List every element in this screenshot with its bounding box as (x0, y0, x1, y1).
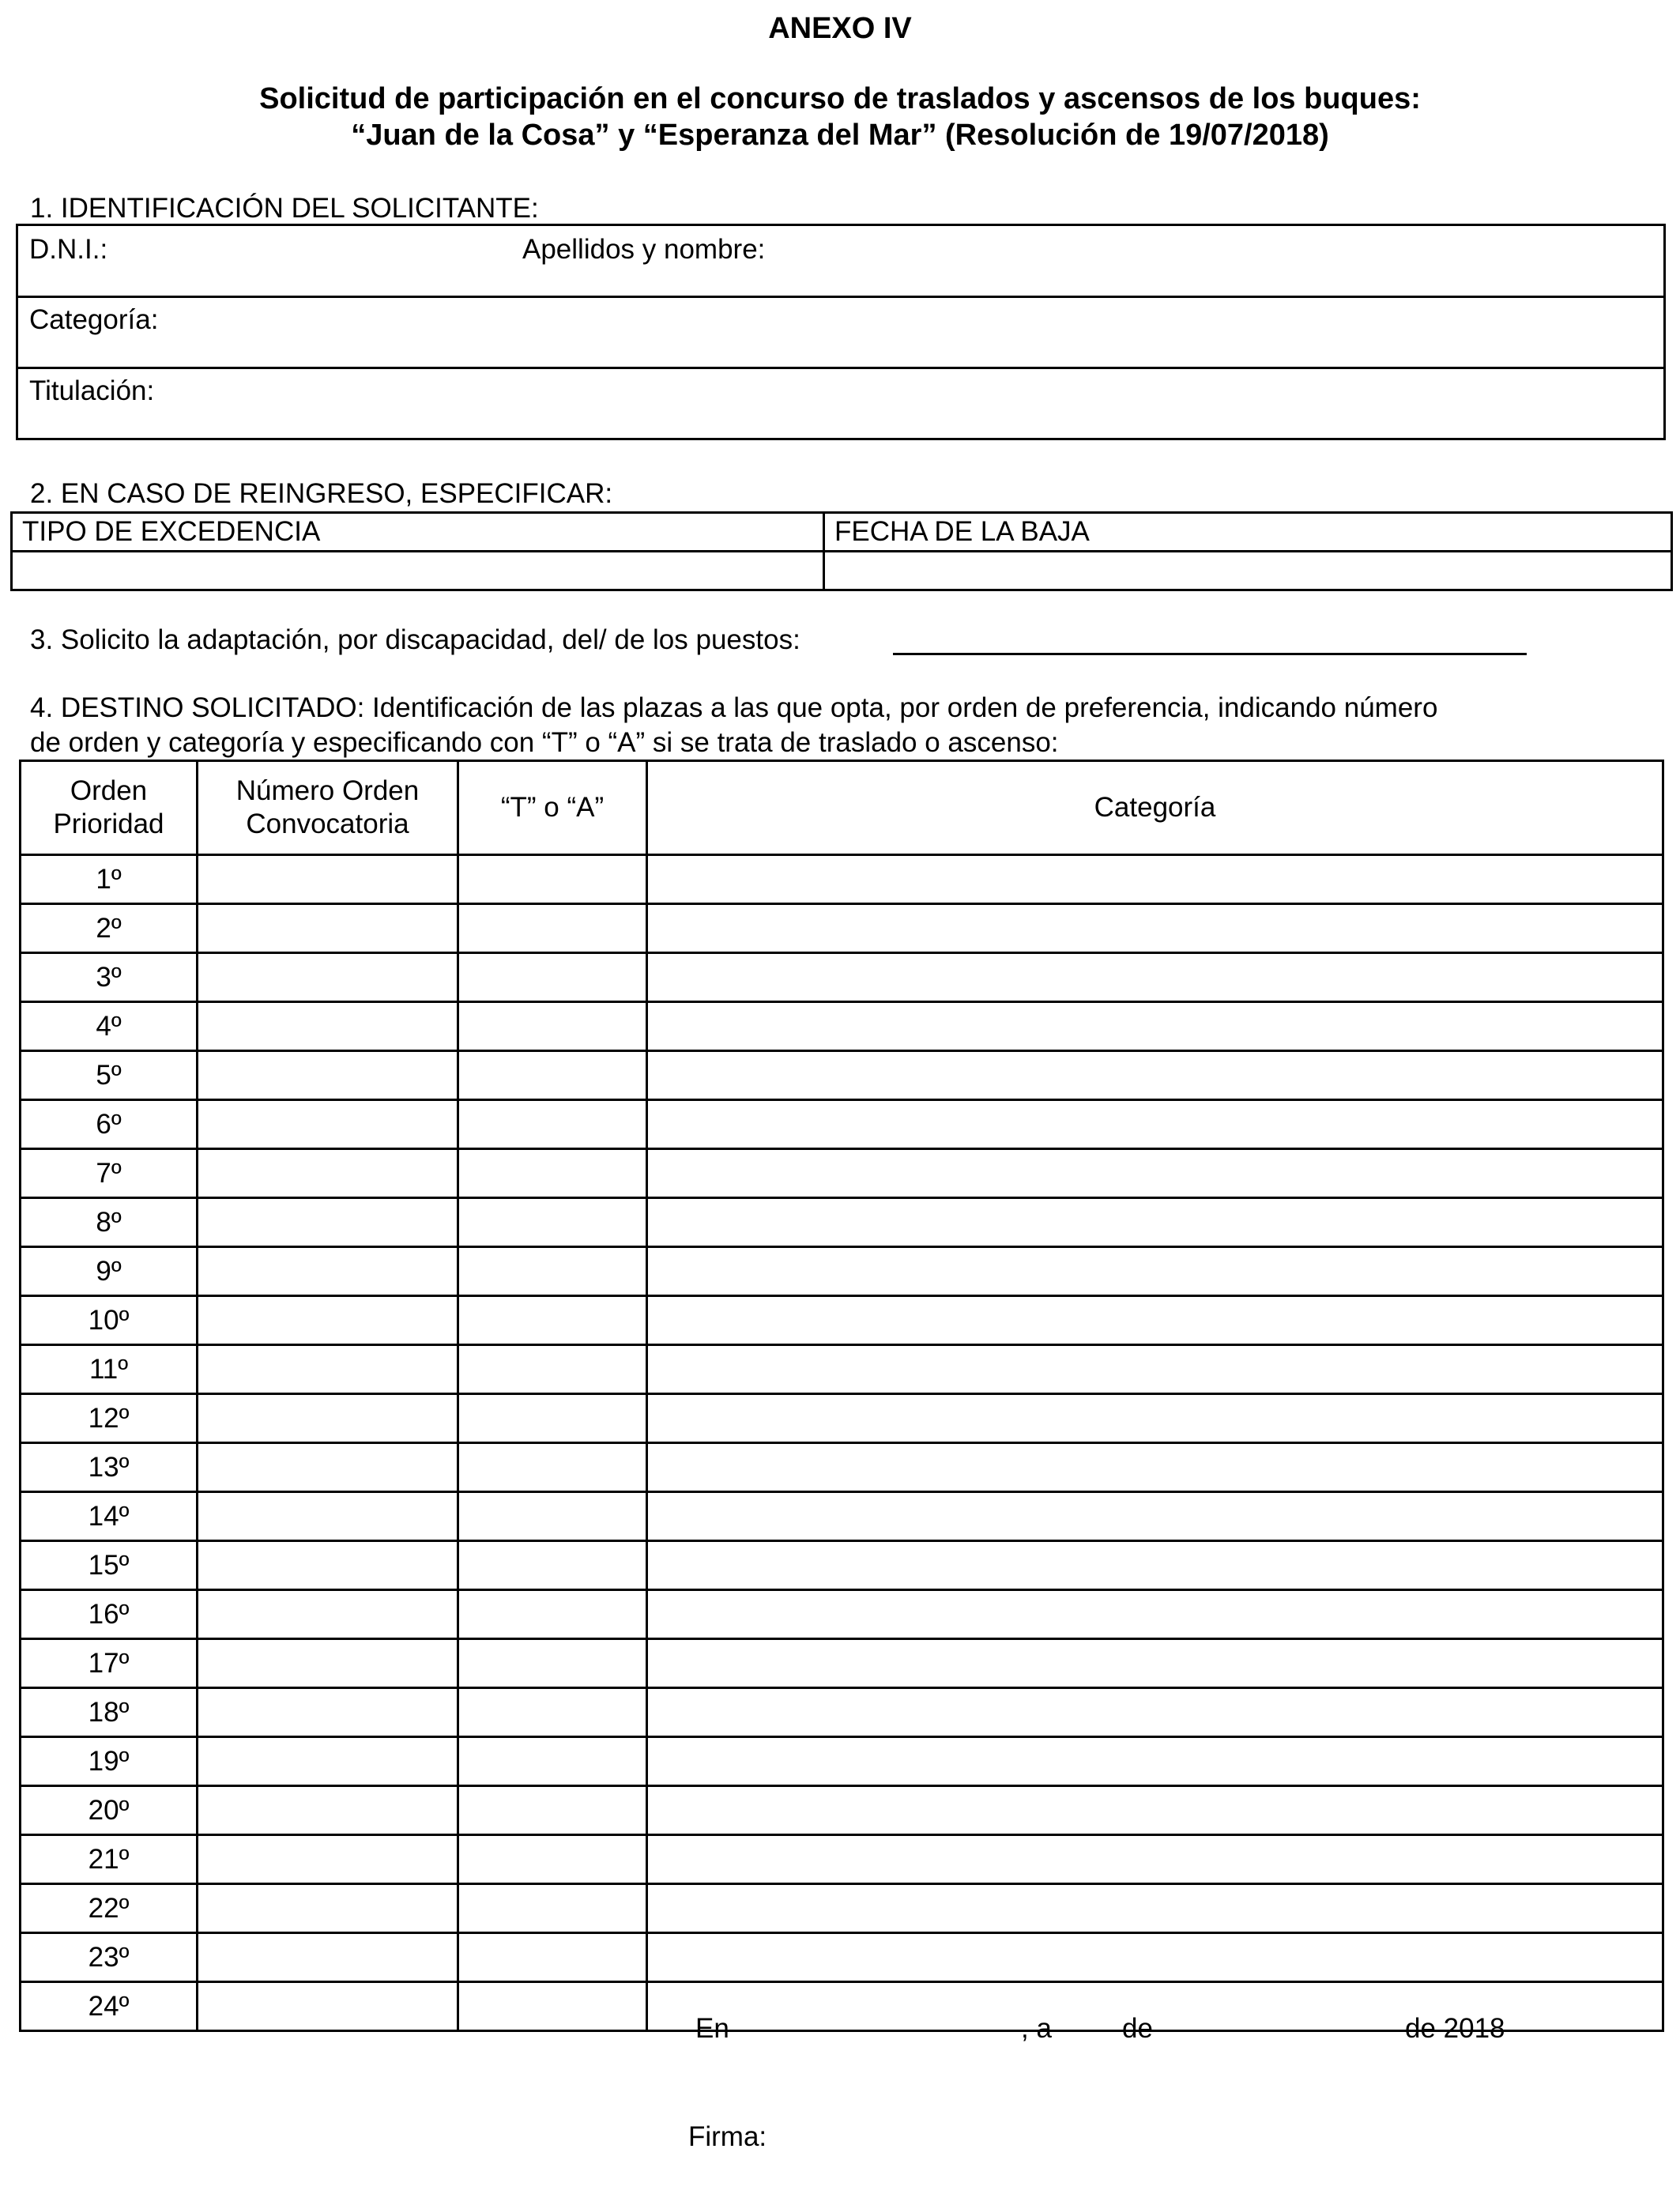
destination-row (21, 1786, 1663, 1835)
call-number-header-line1: Número Orden (235, 775, 420, 806)
destination-header-row (21, 761, 1663, 855)
transfer-promotion-cell (458, 1688, 647, 1737)
call-number-cell (198, 1100, 458, 1149)
category-row (16, 296, 1666, 369)
call-number-cell (198, 1639, 458, 1688)
transfer-promotion-cell (458, 1345, 647, 1394)
place-label: En (695, 2013, 729, 2044)
reentry-header-row (12, 513, 1672, 552)
category-label: Categoría: (29, 304, 159, 335)
call-number-cell (198, 1198, 458, 1247)
call-number-cell (198, 1541, 458, 1590)
call-number-cell (198, 1051, 458, 1100)
category-cell (647, 1051, 1663, 1100)
call-number-cell (198, 953, 458, 1002)
call-number-cell (198, 1394, 458, 1443)
transfer-promotion-cell (458, 904, 647, 953)
priority-order-cell: 17º (21, 1639, 198, 1688)
destination-row (21, 855, 1663, 904)
name-label: Apellidos y nombre: (522, 234, 766, 265)
priority-order-cell: 1º (21, 855, 198, 904)
priority-order-cell: 12º (21, 1394, 198, 1443)
destination-row (21, 1051, 1663, 1100)
transfer-promotion-cell (458, 1786, 647, 1835)
category-cell (647, 1639, 1663, 1688)
reentry-input-row (12, 552, 1672, 590)
call-number-cell (198, 1884, 458, 1933)
destination-row (21, 1002, 1663, 1051)
category-cell (647, 1737, 1663, 1786)
transfer-promotion-cell (458, 855, 647, 904)
priority-order-cell: 11º (21, 1345, 198, 1394)
category-cell (647, 1198, 1663, 1247)
category-cell (647, 1688, 1663, 1737)
signature-label: Firma: (688, 2121, 767, 2152)
category-cell (647, 1982, 1663, 2031)
reentry-table (10, 511, 1673, 591)
leave-type-header: TIPO DE EXCEDENCIA (12, 513, 824, 552)
call-number-cell (198, 1590, 458, 1639)
transfer-promotion-cell (458, 1590, 647, 1639)
destination-row (21, 1737, 1663, 1786)
dni-label: D.N.I.: (29, 234, 108, 265)
priority-order-cell: 19º (21, 1737, 198, 1786)
priority-order-cell: 18º (21, 1688, 198, 1737)
destination-row (21, 953, 1663, 1002)
call-number-cell (198, 1933, 458, 1982)
destination-row (21, 904, 1663, 953)
destination-row (21, 1443, 1663, 1492)
call-number-cell (198, 1296, 458, 1345)
category-cell (647, 1835, 1663, 1884)
priority-order-cell: 8º (21, 1198, 198, 1247)
year-label: de 2018 (1405, 2013, 1505, 2044)
destination-row (21, 1541, 1663, 1590)
section3-text: 3. Solicito la adaptación, por discapacidad, del/ de los puestos: (30, 624, 800, 655)
leave-type-cell (12, 552, 824, 590)
call-number-header-line2: Convocatoria (246, 809, 409, 839)
priority-order-cell: 6º (21, 1100, 198, 1149)
degree-row (16, 367, 1666, 440)
destination-row (21, 1345, 1663, 1394)
call-number-cell (198, 1247, 458, 1296)
category-cell (647, 1884, 1663, 1933)
section4-text-line1: 4. DESTINO SOLICITADO: Identificación de las plazas a las que opta, por orden de preferencia, indicando número (30, 692, 1438, 723)
transfer-promotion-cell (458, 1737, 647, 1786)
category-cell (647, 953, 1663, 1002)
priority-order-header-line1: Orden (70, 775, 148, 806)
call-number-cell (198, 1149, 458, 1198)
priority-order-cell: 7º (21, 1149, 198, 1198)
destination-row (21, 1394, 1663, 1443)
priority-order-cell: 13º (21, 1443, 198, 1492)
call-number-cell (198, 1982, 458, 2031)
priority-order-cell: 10º (21, 1296, 198, 1345)
applicant-identification-box (16, 224, 1666, 440)
destination-row (21, 1492, 1663, 1541)
priority-order-cell: 16º (21, 1590, 198, 1639)
category-header: Categoría (647, 761, 1663, 855)
category-cell (647, 1100, 1663, 1149)
priority-order-header-line2: Prioridad (53, 809, 164, 839)
section2-heading: 2. EN CASO DE REINGRESO, ESPECIFICAR: (30, 478, 613, 509)
destination-row (21, 1296, 1663, 1345)
dni-name-row (16, 224, 1666, 298)
transfer-promotion-cell (458, 1541, 647, 1590)
priority-order-cell: 5º (21, 1051, 198, 1100)
transfer-promotion-cell (458, 1100, 647, 1149)
destination-row (21, 1688, 1663, 1737)
transfer-promotion-cell (458, 1394, 647, 1443)
priority-order-cell: 14º (21, 1492, 198, 1541)
priority-order-cell: 24º (21, 1982, 198, 2031)
destination-row (21, 1933, 1663, 1982)
priority-order-cell: 15º (21, 1541, 198, 1590)
destination-row (21, 1247, 1663, 1296)
call-number-cell (198, 1492, 458, 1541)
priority-order-cell: 21º (21, 1835, 198, 1884)
leave-date-header: FECHA DE LA BAJA (824, 513, 1672, 552)
priority-order-cell: 20º (21, 1786, 198, 1835)
call-number-cell (198, 1345, 458, 1394)
transfer-promotion-cell (458, 1835, 647, 1884)
category-cell (647, 1247, 1663, 1296)
category-cell (647, 1492, 1663, 1541)
call-number-cell (198, 1002, 458, 1051)
transfer-promotion-cell (458, 1933, 647, 1982)
section1-heading: 1. IDENTIFICACIÓN DEL SOLICITANTE: (30, 193, 539, 224)
transfer-promotion-cell (458, 1002, 647, 1051)
category-cell (647, 855, 1663, 904)
call-number-cell (198, 904, 458, 953)
form-subtitle-line1: Solicitud de participación en el concurso de traslados y ascensos de los buques: (259, 82, 1421, 115)
priority-order-header (21, 761, 198, 855)
destination-row (21, 1198, 1663, 1247)
destination-row (21, 1835, 1663, 1884)
priority-order-cell: 4º (21, 1002, 198, 1051)
priority-order-cell: 23º (21, 1933, 198, 1982)
category-cell (647, 1786, 1663, 1835)
transfer-promotion-cell (458, 1492, 647, 1541)
call-number-cell (198, 1835, 458, 1884)
transfer-promotion-cell (458, 1149, 647, 1198)
transfer-promotion-header: “T” o “A” (458, 761, 647, 855)
call-number-cell (198, 1786, 458, 1835)
call-number-header (198, 761, 458, 855)
call-number-cell (198, 855, 458, 904)
destination-row (21, 1884, 1663, 1933)
transfer-promotion-cell (458, 1443, 647, 1492)
section4-text-line2: de orden y categoría y especificando con “T” o “A” si se trata de traslado o ascenso: (30, 727, 1059, 758)
category-cell (647, 1394, 1663, 1443)
category-cell (647, 1590, 1663, 1639)
destination-table (19, 760, 1664, 2032)
destination-row (21, 1590, 1663, 1639)
transfer-promotion-cell (458, 1639, 647, 1688)
category-cell (647, 1345, 1663, 1394)
category-cell (647, 1541, 1663, 1590)
destination-row (21, 1639, 1663, 1688)
call-number-cell (198, 1737, 458, 1786)
category-cell (647, 904, 1663, 953)
transfer-promotion-cell (458, 953, 647, 1002)
category-cell (647, 1443, 1663, 1492)
degree-label: Titulación: (29, 375, 155, 406)
transfer-promotion-cell (458, 1884, 647, 1933)
priority-order-cell: 3º (21, 953, 198, 1002)
form-subtitle-line2: “Juan de la Cosa” y “Esperanza del Mar” (Resolución de 19/07/2018) (351, 119, 1329, 152)
category-cell (647, 1002, 1663, 1051)
category-cell (647, 1296, 1663, 1345)
transfer-promotion-cell (458, 1247, 647, 1296)
priority-order-cell: 22º (21, 1884, 198, 1933)
destination-row (21, 1149, 1663, 1198)
destination-row (21, 1100, 1663, 1149)
destination-rows (21, 855, 1663, 2031)
transfer-promotion-cell (458, 1296, 647, 1345)
date-de-label: de (1122, 2013, 1153, 2044)
adaptation-blank-line (893, 653, 1527, 655)
priority-order-cell: 9º (21, 1247, 198, 1296)
transfer-promotion-cell (458, 1198, 647, 1247)
priority-order-cell: 2º (21, 904, 198, 953)
call-number-cell (198, 1443, 458, 1492)
leave-date-cell (824, 552, 1672, 590)
category-cell (647, 1149, 1663, 1198)
annex-title: ANEXO IV (768, 12, 912, 45)
transfer-promotion-cell (458, 1051, 647, 1100)
transfer-promotion-cell (458, 1982, 647, 2031)
call-number-cell (198, 1688, 458, 1737)
category-cell (647, 1933, 1663, 1982)
date-comma-a: , a (1021, 2013, 1052, 2044)
